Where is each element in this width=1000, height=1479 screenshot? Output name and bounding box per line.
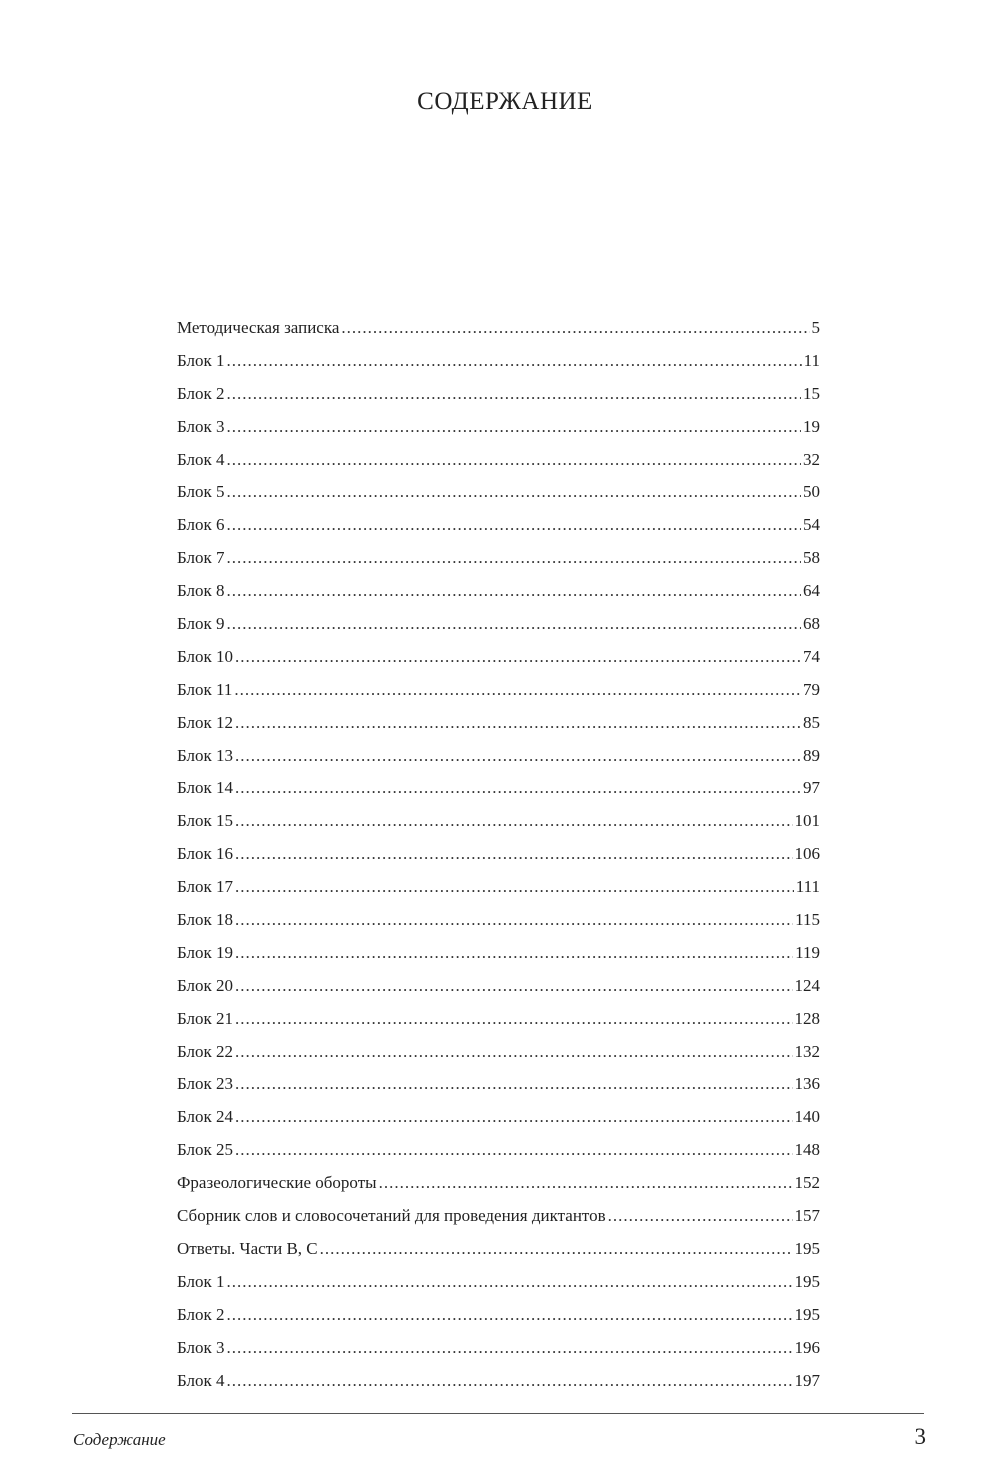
- toc-entry[interactable]: [177, 904, 820, 937]
- toc-entry-label: Блок 20: [177, 975, 234, 995]
- toc-entry-label: Блок 2: [177, 383, 225, 403]
- toc-entry-page: 89: [803, 745, 820, 765]
- toc-entry-label: Сборник слов и словосочетаний для проведения диктантов: [177, 1206, 606, 1226]
- toc-entry[interactable]: [177, 575, 820, 608]
- toc-entry-label: Блок 19: [177, 942, 234, 962]
- toc-dot-leader: [235, 1068, 792, 1101]
- toc-entry-page: 140: [794, 1107, 820, 1127]
- toc-entry-label: Блок 25: [177, 1140, 234, 1160]
- toc-entry-page: 148: [794, 1140, 820, 1160]
- toc-dot-leader: [227, 444, 801, 477]
- toc-entry-page: 106: [794, 844, 820, 864]
- footer-running-title: Содержание: [73, 1430, 166, 1449]
- page-title: СОДЕРЖАНИЕ: [417, 88, 593, 115]
- toc-entry[interactable]: [177, 1365, 820, 1398]
- toc-entry[interactable]: [177, 444, 820, 477]
- toc-entry-label: Блок 6: [177, 515, 225, 535]
- table-of-contents: [177, 312, 820, 1397]
- toc-entry-page: 195: [794, 1304, 820, 1324]
- toc-entry[interactable]: [177, 838, 820, 871]
- toc-entry-label: Блок 1: [177, 350, 225, 370]
- toc-entry-page: 136: [794, 1074, 820, 1094]
- toc-entry[interactable]: [177, 1036, 820, 1069]
- toc-entry[interactable]: [177, 1200, 820, 1233]
- toc-entry[interactable]: [177, 1167, 820, 1200]
- toc-entry-page: 85: [803, 712, 820, 732]
- toc-entry-label: Блок 17: [177, 877, 234, 897]
- toc-entry-label: Блок 22: [177, 1041, 234, 1061]
- toc-entry-page: 11: [803, 350, 820, 370]
- toc-dot-leader: [235, 871, 794, 904]
- toc-entry[interactable]: [177, 740, 820, 773]
- toc-dot-leader: [341, 312, 809, 345]
- toc-dot-leader: [235, 772, 801, 805]
- toc-entry[interactable]: [177, 1068, 820, 1101]
- toc-entry-label: Ответы. Части В, С: [177, 1238, 318, 1258]
- toc-dot-leader: [227, 345, 802, 378]
- toc-entry-page: 58: [803, 548, 820, 568]
- toc-entry-page: 128: [794, 1008, 820, 1028]
- toc-dot-leader: [235, 937, 793, 970]
- toc-entry[interactable]: [177, 707, 820, 740]
- toc-dot-leader: [235, 1101, 792, 1134]
- toc-dot-leader: [227, 1266, 793, 1299]
- toc-entry-label: Блок 16: [177, 844, 234, 864]
- toc-entry-page: 124: [794, 975, 820, 995]
- toc-dot-leader: [227, 608, 801, 641]
- toc-entry-label: Блок 13: [177, 745, 234, 765]
- toc-entry-label: Блок 10: [177, 646, 234, 666]
- toc-entry-label: Блок 23: [177, 1074, 234, 1094]
- toc-entry-label: Блок 4: [177, 449, 225, 469]
- toc-dot-leader: [608, 1200, 793, 1233]
- toc-dot-leader: [235, 1134, 792, 1167]
- toc-dot-leader: [227, 1332, 793, 1365]
- toc-entry[interactable]: [177, 608, 820, 641]
- toc-entry-label: Блок 1: [177, 1271, 225, 1291]
- toc-entry-page: 132: [794, 1041, 820, 1061]
- toc-entry[interactable]: [177, 411, 820, 444]
- footer-divider: [72, 1413, 924, 1414]
- toc-entry[interactable]: [177, 937, 820, 970]
- toc-entry-page: 152: [794, 1173, 820, 1193]
- toc-dot-leader: [227, 1299, 793, 1332]
- toc-entry[interactable]: [177, 1233, 820, 1266]
- toc-entry-label: Блок 3: [177, 1337, 225, 1357]
- toc-dot-leader: [235, 740, 801, 773]
- toc-dot-leader: [235, 641, 801, 674]
- toc-dot-leader: [235, 707, 801, 740]
- toc-entry-page: 50: [803, 482, 820, 502]
- toc-entry[interactable]: [177, 1332, 820, 1365]
- toc-entry[interactable]: [177, 476, 820, 509]
- toc-entry-label: Блок 18: [177, 910, 234, 930]
- toc-entry-page: 15: [803, 383, 820, 403]
- toc-entry[interactable]: [177, 674, 820, 707]
- toc-entry[interactable]: [177, 378, 820, 411]
- toc-entry[interactable]: [177, 805, 820, 838]
- toc-entry-page: 64: [803, 581, 820, 601]
- toc-entry[interactable]: [177, 509, 820, 542]
- toc-entry-page: 195: [794, 1238, 820, 1258]
- toc-entry[interactable]: [177, 1003, 820, 1036]
- toc-entry-page: 74: [803, 646, 820, 666]
- toc-entry-page: 119: [795, 942, 820, 962]
- toc-entry[interactable]: [177, 1134, 820, 1167]
- toc-entry[interactable]: [177, 542, 820, 575]
- toc-dot-leader: [379, 1167, 793, 1200]
- toc-entry-page: 196: [794, 1337, 820, 1357]
- page-number: 3: [914, 1424, 926, 1449]
- toc-entry[interactable]: [177, 312, 820, 345]
- toc-entry[interactable]: [177, 1299, 820, 1332]
- toc-dot-leader: [235, 970, 792, 1003]
- toc-entry[interactable]: [177, 772, 820, 805]
- toc-dot-leader: [235, 904, 793, 937]
- toc-entry-label: Блок 5: [177, 482, 225, 502]
- toc-entry-page: 79: [803, 679, 820, 699]
- toc-dot-leader: [227, 542, 801, 575]
- toc-entry-label: Методическая записка: [177, 318, 340, 337]
- toc-dot-leader: [235, 805, 792, 838]
- toc-entry[interactable]: [177, 970, 820, 1003]
- toc-dot-leader: [320, 1233, 793, 1266]
- toc-dot-leader: [227, 378, 801, 411]
- toc-entry-label: Блок 7: [177, 548, 225, 568]
- toc-dot-leader: [227, 509, 801, 542]
- toc-dot-leader: [227, 575, 801, 608]
- toc-dot-leader: [227, 1365, 793, 1398]
- toc-entry-label: Блок 21: [177, 1008, 234, 1028]
- toc-entry-page: 101: [794, 811, 820, 831]
- toc-entry-label: Блок 11: [177, 679, 233, 699]
- toc-entry-page: 19: [803, 416, 820, 436]
- toc-entry[interactable]: [177, 871, 820, 904]
- toc-entry[interactable]: [177, 641, 820, 674]
- toc-dot-leader: [234, 674, 801, 707]
- toc-entry-label: Блок 24: [177, 1107, 234, 1127]
- toc-entry-label: Блок 12: [177, 712, 234, 732]
- toc-entry-page: 32: [803, 449, 820, 469]
- toc-entry-label: Фразеологические обороты: [177, 1173, 377, 1193]
- toc-entry-page: 157: [794, 1206, 820, 1226]
- toc-entry[interactable]: [177, 1266, 820, 1299]
- toc-entry-page: 197: [794, 1370, 820, 1390]
- toc-dot-leader: [235, 838, 792, 871]
- toc-dot-leader: [235, 1036, 792, 1069]
- toc-entry-page: 97: [803, 778, 820, 798]
- toc-dot-leader: [235, 1003, 792, 1036]
- toc-entry-label: Блок 15: [177, 811, 234, 831]
- toc-entry[interactable]: [177, 345, 820, 378]
- toc-entry-page: 54: [803, 515, 820, 535]
- toc-entry-label: Блок 14: [177, 778, 234, 798]
- toc-entry-label: Блок 8: [177, 581, 225, 601]
- toc-entry-page: 195: [794, 1271, 820, 1291]
- toc-entry-page: 68: [803, 614, 820, 634]
- toc-dot-leader: [227, 476, 801, 509]
- toc-entry-label: Блок 2: [177, 1304, 225, 1324]
- toc-entry-page: 115: [795, 910, 820, 930]
- toc-entry-label: Блок 3: [177, 416, 225, 436]
- toc-entry-page: 5: [811, 318, 820, 337]
- toc-entry-label: Блок 9: [177, 614, 225, 634]
- toc-dot-leader: [227, 411, 801, 444]
- toc-entry-label: Блок 4: [177, 1370, 225, 1390]
- toc-entry-page: 111: [795, 877, 820, 897]
- toc-entry[interactable]: [177, 1101, 820, 1134]
